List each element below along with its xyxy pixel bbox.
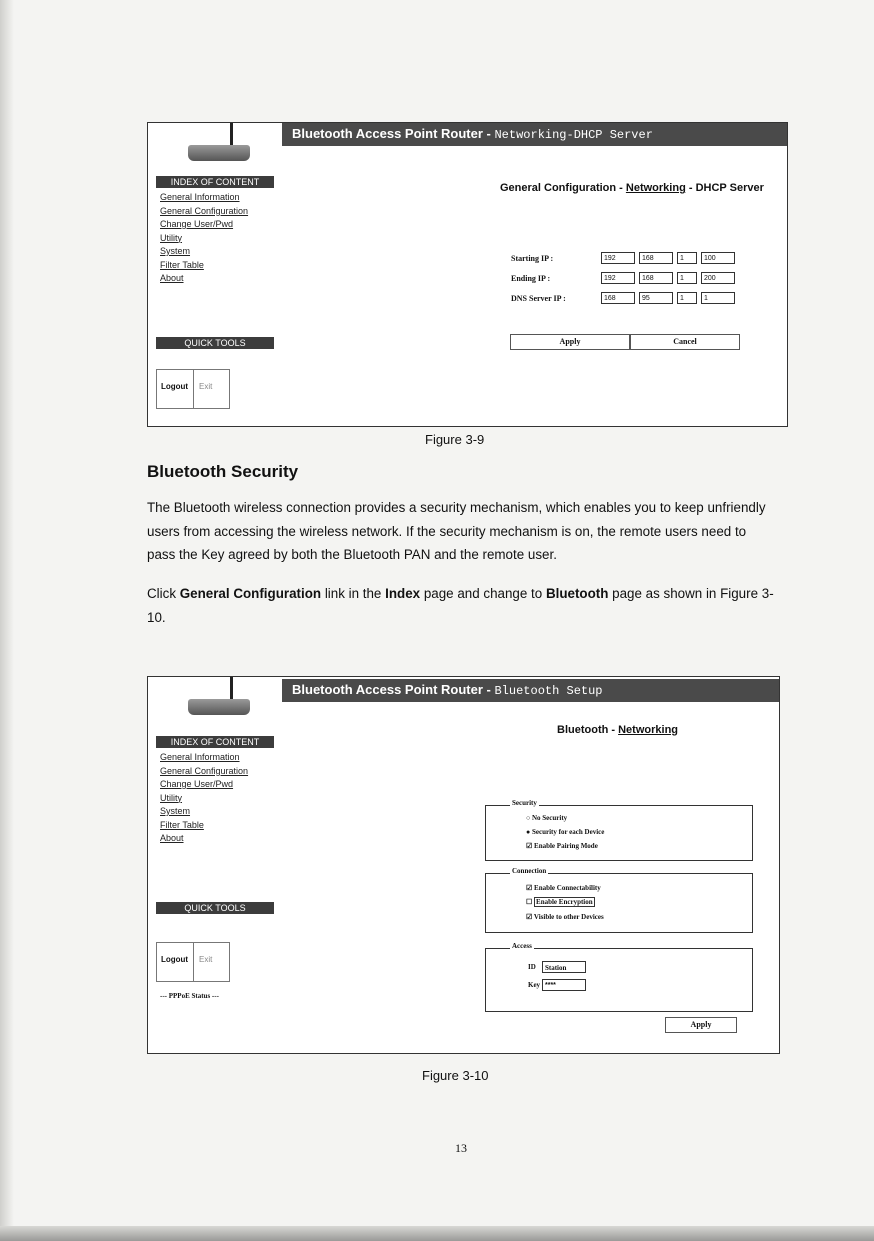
key-input[interactable]: **** bbox=[542, 979, 586, 991]
menu-filter-table[interactable]: Filter Table bbox=[160, 819, 204, 830]
id-label: ID bbox=[528, 963, 536, 971]
exit-button[interactable]: Exit bbox=[199, 955, 213, 964]
dns-octet-2[interactable]: 95 bbox=[639, 292, 673, 304]
access-group-title: Access bbox=[512, 942, 532, 950]
access-group bbox=[485, 942, 753, 1012]
menu-utility[interactable]: Utility bbox=[160, 792, 182, 803]
starting-ip-label: Starting IP : bbox=[511, 254, 554, 263]
connection-group-title: Connection bbox=[512, 867, 547, 875]
logout-button[interactable]: Logout bbox=[161, 382, 189, 391]
exit-button[interactable]: Exit bbox=[199, 382, 213, 391]
networking-link[interactable]: Networking bbox=[618, 724, 679, 736]
security-group bbox=[485, 799, 753, 861]
menu-utility[interactable]: Utility bbox=[160, 232, 182, 243]
menu-change-user-pwd[interactable]: Change User/Pwd bbox=[160, 219, 234, 229]
ending-ip-label: Ending IP : bbox=[511, 274, 551, 283]
page-number: 13 bbox=[455, 1141, 467, 1155]
logout-button[interactable]: Logout bbox=[161, 955, 189, 964]
dns-octet-3[interactable]: 1 bbox=[677, 292, 697, 304]
menu-filter-table[interactable]: Filter Table bbox=[160, 259, 204, 270]
apply-button[interactable]: Apply bbox=[665, 1017, 737, 1033]
quick-tools-header: QUICK TOOLS bbox=[156, 902, 274, 914]
menu-general-information[interactable]: General Information bbox=[160, 192, 240, 202]
enable-encryption-checkbox[interactable]: ☐ Enable Encryption bbox=[526, 898, 593, 906]
ending-ip-octet-1[interactable]: 192 bbox=[601, 272, 635, 284]
logout-box bbox=[156, 369, 230, 409]
figure-3-9-caption: Figure 3-9 bbox=[425, 432, 485, 447]
menu-general-configuration[interactable]: General Configuration bbox=[160, 205, 249, 216]
ending-ip-octet-2[interactable]: 168 bbox=[639, 272, 673, 284]
pppoe-status-link[interactable]: --- PPPoE Status --- bbox=[160, 992, 219, 1000]
apply-button[interactable]: Apply bbox=[510, 334, 630, 350]
dns-server-label: DNS Server IP : bbox=[511, 294, 566, 303]
menu-general-information[interactable]: General Information bbox=[160, 752, 240, 762]
key-label: Key bbox=[528, 981, 541, 989]
starting-ip-octet-3[interactable]: 1 bbox=[677, 252, 697, 264]
dns-octet-4[interactable]: 1 bbox=[701, 292, 735, 304]
pane-title: Bluetooth - Networking bbox=[557, 724, 679, 736]
window-title: Bluetooth Access Point Router - Networking-DHCP Server bbox=[282, 123, 788, 146]
window-title: Bluetooth Access Point Router - Bluetooth Setup bbox=[282, 679, 780, 702]
index-header: INDEX OF CONTENT bbox=[156, 176, 274, 188]
section-heading: Bluetooth Security bbox=[147, 462, 299, 481]
enable-pairing-checkbox[interactable]: ☑ Enable Pairing Mode bbox=[526, 842, 598, 850]
menu-about[interactable]: About bbox=[160, 273, 184, 283]
paragraph-2: Click General Configuration link in the Index page and change to Bluetooth page as shown in Figure 3-10. bbox=[147, 586, 774, 625]
ending-ip-octet-4[interactable]: 200 bbox=[701, 272, 735, 284]
dns-octet-1[interactable]: 168 bbox=[601, 292, 635, 304]
index-menu bbox=[160, 191, 248, 286]
starting-ip-octet-4[interactable]: 100 bbox=[701, 252, 735, 264]
networking-link[interactable]: Networking bbox=[625, 182, 686, 194]
id-input[interactable]: Station bbox=[542, 961, 586, 973]
paragraph-1: The Bluetooth wireless connection provides a security mechanism, which enables you to keep unfriendly users from accessing the wireless network. If the security mechanism is on, the remote users need to pass the Key agreed by both the Bluetooth PAN and the remote user. bbox=[147, 500, 766, 562]
connection-group bbox=[485, 867, 753, 933]
visible-other-devices-checkbox[interactable]: ☑ Visible to other Devices bbox=[526, 913, 604, 921]
page-bottom-edge bbox=[0, 1226, 874, 1241]
figure-bluetooth-setup bbox=[147, 676, 780, 1054]
menu-system[interactable]: System bbox=[160, 806, 191, 816]
figure-dhcp-server bbox=[147, 122, 788, 427]
logout-box bbox=[156, 942, 230, 982]
binding-shadow bbox=[0, 0, 14, 1241]
ending-ip-octet-3[interactable]: 1 bbox=[677, 272, 697, 284]
figure-3-10-caption: Figure 3-10 bbox=[422, 1068, 489, 1083]
menu-system[interactable]: System bbox=[160, 246, 191, 256]
starting-ip-octet-1[interactable]: 192 bbox=[601, 252, 635, 264]
starting-ip-octet-2[interactable]: 168 bbox=[639, 252, 673, 264]
index-header: INDEX OF CONTENT bbox=[156, 736, 274, 748]
quick-tools-header: QUICK TOOLS bbox=[156, 337, 274, 349]
menu-about[interactable]: About bbox=[160, 833, 184, 843]
no-security-radio[interactable]: ○ No Security bbox=[526, 814, 568, 822]
pane-title: General Configuration - Networking - DHCP Server bbox=[500, 182, 764, 194]
index-menu bbox=[160, 751, 248, 846]
enable-connectability-checkbox[interactable]: ☑ Enable Connectability bbox=[526, 884, 601, 892]
menu-general-configuration[interactable]: General Configuration bbox=[160, 765, 249, 776]
cancel-button[interactable]: Cancel bbox=[630, 334, 740, 350]
security-group-title: Security bbox=[512, 799, 537, 807]
menu-change-user-pwd[interactable]: Change User/Pwd bbox=[160, 779, 234, 789]
security-each-device-radio[interactable]: ● Security for each Device bbox=[526, 828, 605, 836]
